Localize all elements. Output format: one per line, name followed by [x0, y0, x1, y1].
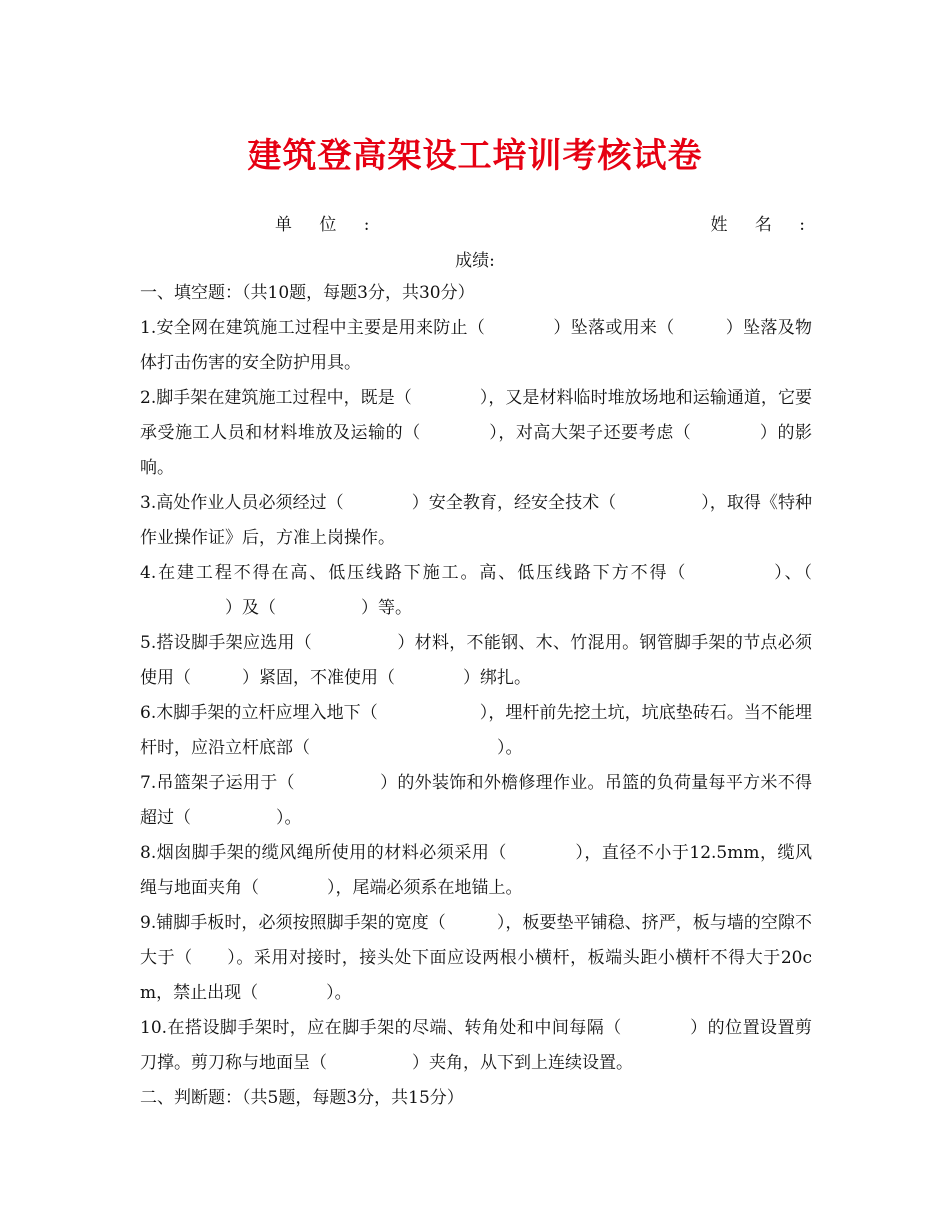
question-text: ）及（: [225, 598, 276, 618]
question-text: 2.脚手架在建筑施工过程中，既是（: [140, 388, 412, 408]
question-item: [140, 626, 812, 696]
score-label: 成绩:: [455, 251, 495, 271]
question-item: [140, 696, 812, 766]
question-item: [140, 311, 812, 381]
question-text: ）。: [497, 738, 523, 758]
question-text: ）紧固，不准使用（: [242, 668, 395, 688]
question-text: 6.木脚手架的立杆应埋入地下（: [140, 703, 378, 723]
question-item: [140, 766, 812, 836]
question-text: 9.铺脚手板时，必须按照脚手架的宽度（: [140, 913, 446, 933]
question-text: ），取得《特种作业操作证》后，方准上岗操作。: [140, 493, 812, 548]
question-text: 10.在搭设脚手架时，应在脚手架的尽端、转角处和中间每隔（: [140, 1018, 622, 1038]
question-text: 4.在建工程不得在高、低压线路下施工。高、低压线路下方不得（: [140, 563, 688, 583]
question-text: 7.吊篮架子运用于（: [140, 773, 295, 793]
question-item: [140, 906, 812, 1011]
exam-content: [140, 276, 812, 1116]
question-text: ），对高大架子还要考虑（: [488, 423, 692, 443]
section-heading-fill-in: 一、填空题：（共10题，每题3分，共30分）: [140, 283, 475, 303]
question-list: [140, 311, 812, 1081]
question-item: [140, 836, 812, 906]
question-text: ），板要垫平铺稳、挤严，板与墙的空隙不大于（: [140, 913, 812, 968]
question-text: ）坠落及物体打击伤害的安全防护用具。: [140, 318, 812, 373]
question-text: ）的位置设置剪刀撑。剪刀称与地面呈（: [140, 1018, 812, 1073]
question-text: 1.安全网在建筑施工过程中主要是用来防止（: [140, 318, 486, 338]
question-text: ）、（: [772, 563, 813, 583]
exam-title: 建筑登高架设工培训考核试卷: [247, 136, 703, 176]
question-text: ）材料，不能钢、木、竹混用。钢管脚手架的节点必须使用（: [140, 633, 812, 688]
question-text: ），又是材料临时堆放场地和运输通道，它要承受施工人员和材料堆放及运输的（: [140, 388, 812, 443]
question-item: [140, 486, 812, 556]
question-text: ）。: [276, 808, 302, 828]
question-text: 5.搭设脚手架应选用（: [140, 633, 313, 653]
info-row: [140, 210, 816, 234]
name-label: 姓 名 :: [710, 215, 816, 235]
question-text: ）的外装饰和外檐修理作业。吊篮的负荷量每平方米不得超过（: [140, 773, 812, 828]
question-text: ）安全教育，经安全技术（: [411, 493, 617, 513]
question-text: 3.高处作业人员必须经过（: [140, 493, 344, 513]
question-text: ）坠落或用来（: [553, 318, 675, 338]
question-text: ）等。: [361, 598, 412, 618]
question-text: ），埋杆前先挖土坑，坑底垫砖石。当不能埋杆时，应沿立杆底部（: [140, 703, 812, 758]
question-item: [140, 381, 812, 486]
question-text: ），尾端必须系在地锚上。: [327, 878, 523, 898]
unit-label: 单 位 :: [275, 215, 381, 235]
question-text: 8.烟囱脚手架的缆风绳所使用的材料必须采用（: [140, 843, 507, 863]
question-text: ）。: [326, 983, 352, 1003]
question-text: ），直径不小于12.5mm，缆风绳与地面夹角（: [140, 843, 812, 898]
section-heading-judge: 二、判断题：（共5题，每题3分，共15分）: [140, 1088, 464, 1108]
question-text: ）夹角，从下到上连续设置。: [412, 1053, 633, 1073]
question-item: [140, 1011, 812, 1081]
question-text: ）绑扎。: [463, 668, 531, 688]
question-item: [140, 556, 812, 626]
question-text: ）的影响。: [140, 423, 812, 478]
question-text: ）。采用对接时，接头处下面应设两根小横杆，板端头距小横杆不得大于20cm，禁止出现（: [140, 948, 813, 1003]
